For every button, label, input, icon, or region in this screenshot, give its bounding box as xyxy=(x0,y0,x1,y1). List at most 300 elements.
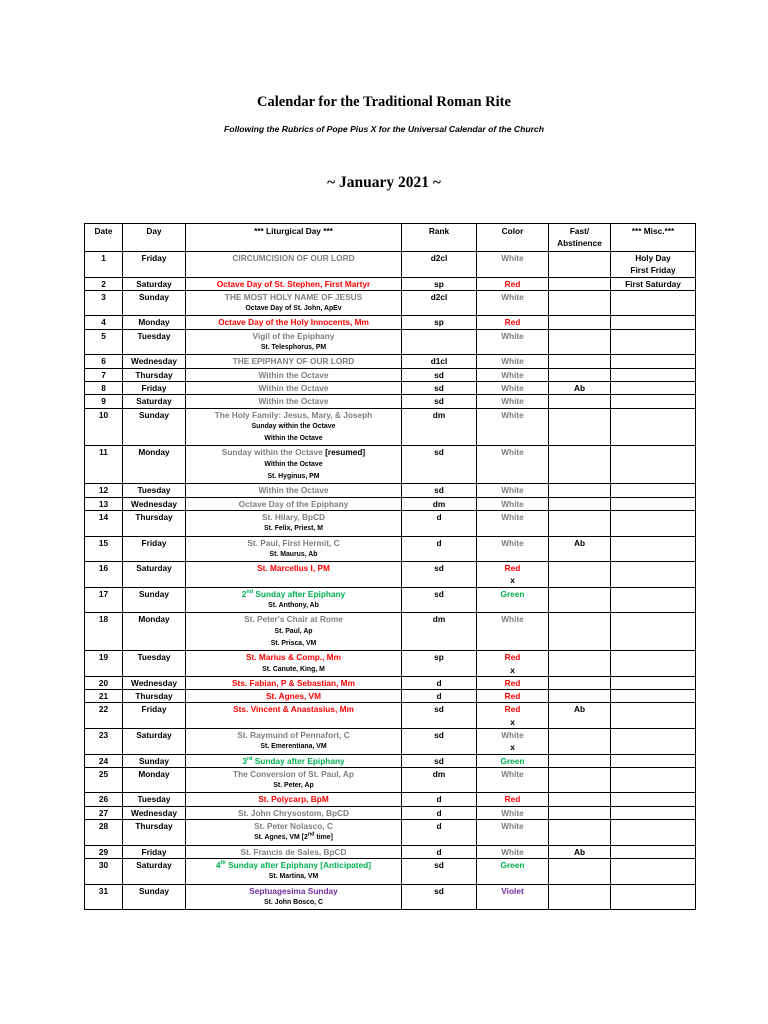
liturgical-day-text: St. Peter's Chair at Rome xyxy=(244,614,343,625)
table-row xyxy=(85,651,696,677)
day-cell xyxy=(123,806,186,819)
day-cell-text: Wednesday xyxy=(131,498,177,509)
date-cell-text: 10 xyxy=(98,409,109,420)
rank-cell-text: sd xyxy=(434,382,444,393)
vestment-color-text: White xyxy=(501,821,524,832)
day-cell xyxy=(123,587,186,613)
date-cell xyxy=(85,381,123,394)
liturgical-day-cell xyxy=(186,381,402,394)
rank-cell xyxy=(402,820,477,846)
vestment-color-text: White xyxy=(501,614,524,625)
rank-cell xyxy=(402,381,477,394)
rank-cell xyxy=(402,446,477,484)
vestment-color-text: White xyxy=(501,356,524,367)
table-row xyxy=(85,252,696,278)
rank-cell xyxy=(402,329,477,355)
vestment-color-text: White xyxy=(501,511,524,522)
rank-cell xyxy=(402,368,477,381)
misc-cell xyxy=(611,728,696,754)
rank-cell xyxy=(402,252,477,278)
rank-cell xyxy=(402,316,477,329)
vestment-color-text: White xyxy=(501,537,524,548)
liturgical-day-text: THE MOST HOLY NAME OF JESUS xyxy=(224,291,363,302)
column-header-misc: *** Misc.*** xyxy=(611,224,696,252)
table-row xyxy=(85,497,696,510)
table-row xyxy=(85,858,696,884)
date-cell-text: 4 xyxy=(101,317,106,328)
rank-cell-text: d2cl xyxy=(430,291,448,302)
liturgical-day-title xyxy=(244,614,343,624)
misc-cell xyxy=(611,290,696,316)
vestment-color-text: White xyxy=(501,729,524,740)
rank-cell xyxy=(402,277,477,290)
fast-abstinence-cell xyxy=(549,329,611,355)
liturgical-day-cell xyxy=(186,497,402,510)
day-cell-text: Tuesday xyxy=(137,485,171,496)
fast-abstinence-cell-text: Ab xyxy=(573,846,586,857)
rank-cell-text: d xyxy=(436,846,442,857)
liturgical-day-text: Sunday after Epiphany [Anticipated] xyxy=(225,859,372,870)
liturgical-day-text: Vigil of the Epiphany xyxy=(252,330,335,341)
liturgical-day-cell xyxy=(186,806,402,819)
liturgical-day-cell xyxy=(186,690,402,703)
liturgical-day-text: Within the Octave xyxy=(258,382,329,393)
date-cell xyxy=(85,587,123,613)
rank-cell xyxy=(402,536,477,562)
liturgical-day-title xyxy=(238,808,349,818)
date-cell-text: 24 xyxy=(98,755,109,766)
day-cell xyxy=(123,690,186,703)
day-cell-text: Thursday xyxy=(135,369,173,380)
vestment-color-text: White xyxy=(501,485,524,496)
date-cell-text: 18 xyxy=(98,614,109,625)
date-cell xyxy=(85,355,123,368)
rank-cell-text: d xyxy=(436,794,442,805)
color-mark: x xyxy=(510,742,515,753)
fast-abstinence-cell xyxy=(549,613,611,651)
rank-cell-text: sd xyxy=(434,704,444,715)
liturgical-day-text: CIRCUMCISION OF OUR LORD xyxy=(232,253,355,263)
liturgical-day-title xyxy=(259,370,329,380)
liturgical-day-title xyxy=(218,317,369,327)
fast-abstinence-cell xyxy=(549,252,611,278)
rank-cell-text: sp xyxy=(434,652,444,663)
rank-cell xyxy=(402,703,477,729)
fast-abstinence-cell xyxy=(549,446,611,484)
liturgical-day-cell xyxy=(186,676,402,689)
day-cell xyxy=(123,651,186,677)
date-cell-text: 9 xyxy=(101,396,106,407)
vestment-color-text: Red xyxy=(504,794,521,805)
color-cell xyxy=(477,676,549,689)
color-mark: x xyxy=(510,575,515,586)
liturgical-day-title xyxy=(239,499,349,509)
date-cell-text: 29 xyxy=(98,846,109,857)
day-cell xyxy=(123,329,186,355)
day-cell xyxy=(123,820,186,846)
vestment-color-text: Green xyxy=(500,859,525,870)
fast-abstinence-cell xyxy=(549,510,611,536)
day-cell-text: Friday xyxy=(141,382,167,393)
fast-abstinence-cell xyxy=(549,484,611,497)
rank-cell xyxy=(402,767,477,793)
date-cell xyxy=(85,316,123,329)
table-row xyxy=(85,793,696,806)
column-header-fast-abstinence: Fast/ Abstinence xyxy=(549,224,611,252)
rank-cell xyxy=(402,562,477,588)
document-subtitle: Following the Rubrics of Pope Pius X for the Universal Calendar of the Church xyxy=(224,124,544,134)
liturgical-day-cell xyxy=(186,820,402,846)
date-cell xyxy=(85,728,123,754)
liturgical-day-text: Octave Day of St. Stephen, First Martyr xyxy=(216,278,371,289)
date-cell-text: 15 xyxy=(98,537,109,548)
vestment-color-text: White xyxy=(501,382,524,393)
color-cell xyxy=(477,497,549,510)
fast-abstinence-cell xyxy=(549,676,611,689)
liturgical-day-title xyxy=(259,383,329,393)
day-cell xyxy=(123,562,186,588)
fast-abstinence-cell xyxy=(549,728,611,754)
rank-cell-text: d xyxy=(436,807,442,818)
table-row xyxy=(85,690,696,703)
fast-abstinence-cell xyxy=(549,587,611,613)
commemoration-text: St. Canute, King, M xyxy=(262,665,325,673)
vestment-color-text: White xyxy=(501,291,524,302)
rank-cell-text: d xyxy=(436,691,442,702)
rank-cell-text: d1cl xyxy=(430,356,448,367)
liturgical-day-text: St. Peter Nolasco, C xyxy=(254,821,333,832)
day-cell-text: Saturday xyxy=(136,859,172,870)
commemoration-text: Sunday within the Octave xyxy=(251,422,336,430)
table-row xyxy=(85,562,696,588)
liturgical-day-text: The Holy Family: Jesus, Mary, & Joseph xyxy=(214,409,373,420)
day-cell-text: Tuesday xyxy=(137,652,171,663)
commemoration-text: St. Felix, Priest, M xyxy=(264,525,323,533)
liturgical-day-text: Within the Octave xyxy=(258,396,329,407)
liturgical-day-title xyxy=(262,512,325,522)
table-row xyxy=(85,728,696,754)
table-row xyxy=(85,277,696,290)
date-cell xyxy=(85,536,123,562)
date-cell-text: 16 xyxy=(98,563,109,574)
table-row xyxy=(85,408,696,446)
misc-cell xyxy=(611,858,696,884)
table-row xyxy=(85,355,696,368)
color-cell xyxy=(477,767,549,793)
color-cell xyxy=(477,845,549,858)
liturgical-day-title xyxy=(233,769,354,779)
liturgical-day-title xyxy=(249,886,338,896)
fast-abstinence-cell xyxy=(549,703,611,729)
liturgical-day-title xyxy=(259,485,329,495)
misc-cell xyxy=(611,613,696,651)
color-cell xyxy=(477,355,549,368)
liturgical-day-title xyxy=(247,538,339,548)
liturgical-day-cell xyxy=(186,446,402,484)
misc-cell xyxy=(611,587,696,613)
misc-cell xyxy=(611,355,696,368)
liturgical-day-cell xyxy=(186,355,402,368)
liturgical-day-cell xyxy=(186,408,402,446)
color-cell xyxy=(477,858,549,884)
column-header-date: Date xyxy=(85,224,123,252)
misc-cell xyxy=(611,676,696,689)
day-cell-text: Saturday xyxy=(136,278,172,289)
day-cell-text: Monday xyxy=(138,317,170,328)
color-cell xyxy=(477,820,549,846)
day-cell-text: Sunday xyxy=(139,409,169,420)
rank-cell xyxy=(402,484,477,497)
table-row xyxy=(85,703,696,729)
day-cell xyxy=(123,793,186,806)
fast-abstinence-cell xyxy=(549,395,611,408)
rank-cell-text: dm xyxy=(432,409,446,420)
date-cell xyxy=(85,767,123,793)
date-cell xyxy=(85,252,123,278)
rank-cell xyxy=(402,497,477,510)
color-cell xyxy=(477,536,549,562)
liturgical-day-cell xyxy=(186,329,402,355)
fast-abstinence-cell xyxy=(549,767,611,793)
fast-abstinence-cell xyxy=(549,381,611,394)
liturgical-day-suffix: [resumed] xyxy=(322,447,366,458)
misc-cell xyxy=(611,703,696,729)
date-cell xyxy=(85,446,123,484)
day-cell-text: Monday xyxy=(138,614,170,625)
rank-cell xyxy=(402,858,477,884)
date-cell-text: 27 xyxy=(98,807,109,818)
table-row xyxy=(85,381,696,394)
date-cell-text: 25 xyxy=(98,768,109,779)
liturgical-day-text: Sts. Fabian, P & Sebastian, Mm xyxy=(232,677,355,688)
commemoration-text: St. Emerentiana, VM xyxy=(260,743,327,751)
rank-cell xyxy=(402,845,477,858)
vestment-color-text: White xyxy=(501,768,524,779)
liturgical-day-text: Sunday within the Octave xyxy=(221,447,323,458)
day-cell-text: Sunday xyxy=(139,885,169,896)
color-cell xyxy=(477,408,549,446)
misc-cell xyxy=(611,497,696,510)
day-cell xyxy=(123,676,186,689)
rank-cell-text: d xyxy=(436,511,442,522)
vestment-color-text: Red xyxy=(504,691,521,702)
date-cell-text: 14 xyxy=(98,511,109,522)
commemoration-text: St. Paul, Ap xyxy=(274,627,313,635)
liturgical-day-title xyxy=(225,292,362,302)
commemoration-text: St. Hyginus, PM xyxy=(267,473,320,481)
liturgical-day-text: St. John Chrysostom, BpCD xyxy=(237,807,350,818)
liturgical-day-text: Within the Octave xyxy=(258,369,329,380)
liturgical-day-cell xyxy=(186,484,402,497)
day-cell-text: Monday xyxy=(138,768,170,779)
date-cell xyxy=(85,613,123,651)
liturgical-day-cell xyxy=(186,252,402,278)
misc-cell xyxy=(611,562,696,588)
date-cell xyxy=(85,277,123,290)
date-cell-text: 7 xyxy=(101,369,106,380)
color-cell xyxy=(477,368,549,381)
commemoration-text: St. Telesphorus, PM xyxy=(260,344,327,352)
table-row xyxy=(85,510,696,536)
day-cell xyxy=(123,368,186,381)
day-cell-text: Thursday xyxy=(135,511,173,522)
day-cell-text: Thursday xyxy=(135,691,173,702)
table-row xyxy=(85,676,696,689)
liturgical-day-title xyxy=(233,704,354,714)
date-cell-text: 13 xyxy=(98,498,109,509)
table-row xyxy=(85,395,696,408)
color-cell xyxy=(477,277,549,290)
liturgical-day-title xyxy=(258,794,329,804)
date-cell-text: 2 xyxy=(101,278,106,289)
color-cell xyxy=(477,395,549,408)
liturgical-day-text: St. Marius & Comp., Mm xyxy=(246,652,341,663)
rank-cell xyxy=(402,613,477,651)
fast-abstinence-cell xyxy=(549,651,611,677)
date-cell-text: 30 xyxy=(98,859,109,870)
date-cell xyxy=(85,651,123,677)
date-cell xyxy=(85,408,123,446)
date-cell xyxy=(85,329,123,355)
liturgical-day-title xyxy=(232,678,355,688)
date-cell xyxy=(85,858,123,884)
commemoration-text: Within the Octave xyxy=(264,460,323,468)
liturgical-day-cell xyxy=(186,536,402,562)
date-cell-text: 23 xyxy=(98,729,109,740)
date-cell-text: 12 xyxy=(98,485,109,496)
table-row xyxy=(85,316,696,329)
fast-abstinence-cell xyxy=(549,497,611,510)
misc-cell xyxy=(611,368,696,381)
color-cell xyxy=(477,510,549,536)
rank-cell-text: sd xyxy=(434,396,444,407)
vestment-color-text: White xyxy=(501,807,524,818)
liturgical-day-cell xyxy=(186,767,402,793)
table-row xyxy=(85,290,696,316)
day-cell-text: Friday xyxy=(141,537,167,548)
date-cell-text: 31 xyxy=(98,885,109,896)
misc-cell xyxy=(611,845,696,858)
vestment-color-text: Red xyxy=(504,677,521,688)
date-cell xyxy=(85,676,123,689)
liturgical-day-cell xyxy=(186,728,402,754)
day-cell xyxy=(123,395,186,408)
liturgical-day-title: 2nd Sunday after Epiphany xyxy=(241,588,346,599)
fast-abstinence-cell xyxy=(549,355,611,368)
liturgical-day-text: Sts. Vincent & Anastasius, Mm xyxy=(233,704,354,715)
rank-cell xyxy=(402,690,477,703)
commemoration-text: St. Maurus, Ab xyxy=(269,550,318,558)
day-cell xyxy=(123,252,186,278)
liturgical-day-title xyxy=(240,847,346,857)
misc-cell xyxy=(611,316,696,329)
liturgical-day-text: St. Agnes, VM xyxy=(265,691,321,702)
day-cell xyxy=(123,510,186,536)
vestment-color-text: White xyxy=(501,396,524,407)
misc-cell xyxy=(611,329,696,355)
fast-abstinence-cell-text: Ab xyxy=(573,704,586,715)
misc-cell xyxy=(611,690,696,703)
liturgical-day-cell xyxy=(186,316,402,329)
rank-cell xyxy=(402,510,477,536)
rank-cell xyxy=(402,651,477,677)
liturgical-day-title xyxy=(253,331,335,341)
rank-cell-text: d xyxy=(436,677,442,688)
liturgical-day-cell xyxy=(186,510,402,536)
color-cell xyxy=(477,484,549,497)
commemoration-text: St. Peter, Ap xyxy=(273,782,314,790)
date-cell-text: 20 xyxy=(98,677,109,688)
date-cell xyxy=(85,510,123,536)
color-cell xyxy=(477,703,549,729)
color-mark: x xyxy=(510,664,515,675)
column-header-color: Color xyxy=(477,224,549,252)
liturgical-day-cell xyxy=(186,290,402,316)
fast-abstinence-cell xyxy=(549,858,611,884)
table-row xyxy=(85,754,696,767)
rank-cell xyxy=(402,587,477,613)
date-cell xyxy=(85,368,123,381)
color-cell xyxy=(477,329,549,355)
color-cell xyxy=(477,754,549,767)
rank-cell-text: sd xyxy=(434,885,444,896)
fast-abstinence-cell xyxy=(549,754,611,767)
day-cell-text: Wednesday xyxy=(131,356,177,367)
liturgical-day-text: St. Francis de Sales, BpCD xyxy=(240,846,347,857)
rank-cell xyxy=(402,395,477,408)
day-cell xyxy=(123,381,186,394)
rank-cell-text: dm xyxy=(432,768,446,779)
misc-cell xyxy=(611,484,696,497)
column-header-rank: Rank xyxy=(402,224,477,252)
date-cell xyxy=(85,497,123,510)
vestment-color-text: White xyxy=(501,447,524,458)
color-cell xyxy=(477,613,549,651)
rank-cell-text: sp xyxy=(434,317,444,328)
fast-abstinence-cell xyxy=(549,536,611,562)
vestment-color-text: Red xyxy=(504,278,521,289)
liturgical-day-text: Within the Octave xyxy=(258,485,329,496)
misc-cell xyxy=(611,381,696,394)
date-cell-text: 1 xyxy=(101,253,106,263)
calendar-body xyxy=(85,252,696,910)
misc-cell xyxy=(611,651,696,677)
liturgical-day-text: Octave Day of the Epiphany xyxy=(238,498,349,509)
misc-cell xyxy=(611,277,696,290)
rank-cell xyxy=(402,793,477,806)
liturgical-day-cell xyxy=(186,562,402,588)
rank-cell xyxy=(402,884,477,910)
liturgical-day-text: St. Paul, First Hermit, C xyxy=(247,537,340,548)
fast-abstinence-cell xyxy=(549,820,611,846)
commemoration-text: St. Anthony, Ab xyxy=(268,602,319,610)
liturgical-day-cell xyxy=(186,277,402,290)
color-mark: x xyxy=(510,716,515,727)
rank-cell-text: d xyxy=(436,537,442,548)
color-cell xyxy=(477,690,549,703)
liturgical-day-cell xyxy=(186,754,402,767)
commemoration-text: St. Prisca, VM xyxy=(270,639,317,647)
vestment-color-text: Green xyxy=(500,755,525,766)
rank-cell-text: sd xyxy=(434,369,444,380)
vestment-color-text: White xyxy=(501,409,524,420)
color-cell xyxy=(477,651,549,677)
day-cell-text: Friday xyxy=(141,253,167,263)
date-cell xyxy=(85,703,123,729)
misc-cell xyxy=(611,820,696,846)
date-cell xyxy=(85,690,123,703)
misc-cell xyxy=(611,252,696,278)
